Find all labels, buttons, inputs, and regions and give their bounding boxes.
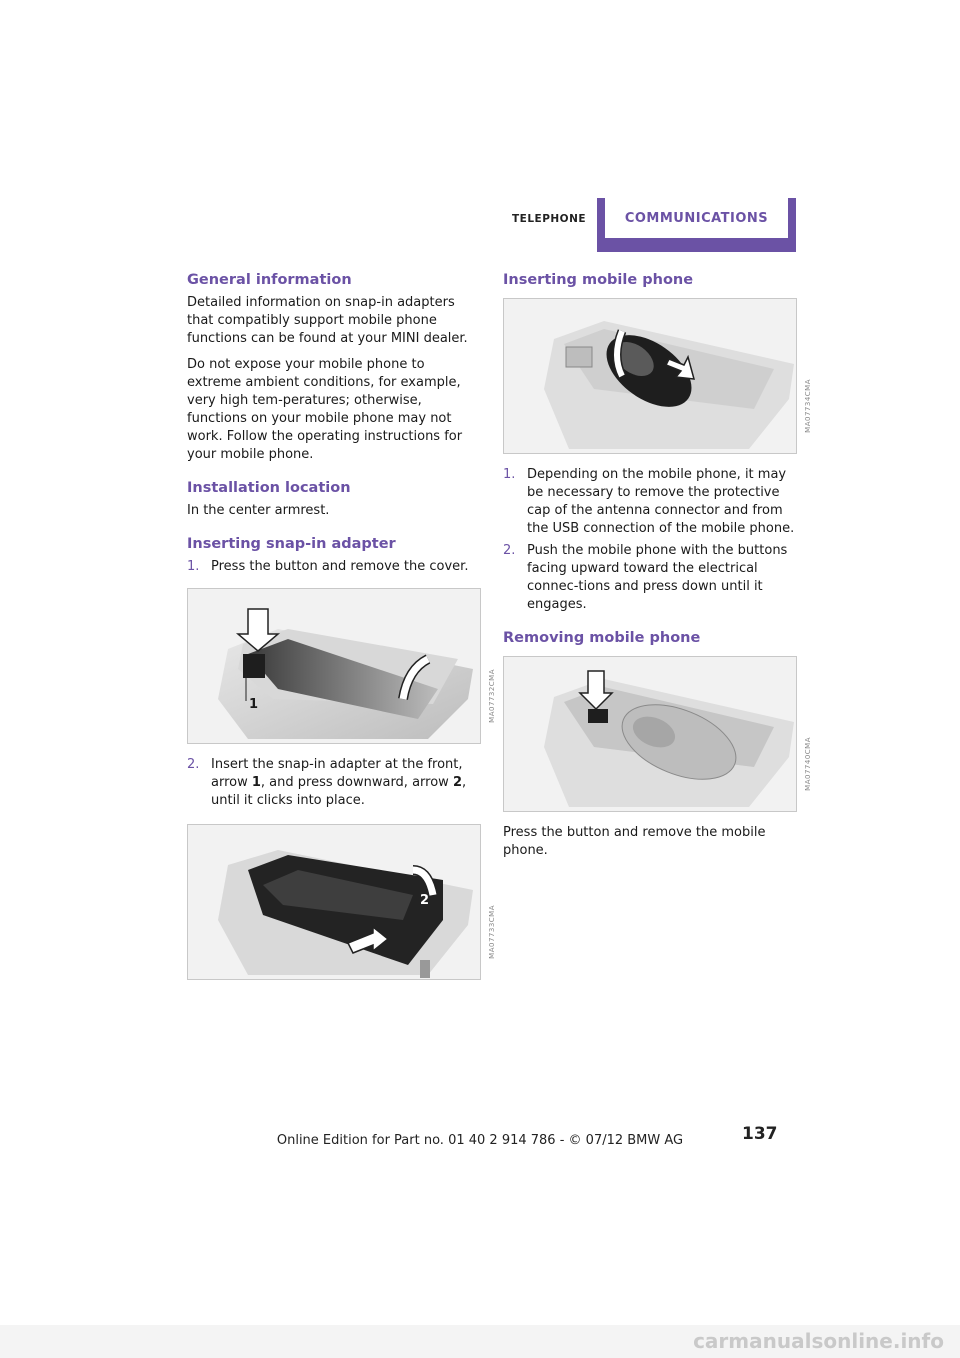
callout-label-1: 1 bbox=[249, 697, 259, 712]
installation-paragraph: In the center armrest. bbox=[187, 503, 330, 518]
footer-edition-note: Online Edition for Part no. 01 40 2 914 786 - © 07/12 BMW AG bbox=[276, 1133, 684, 1148]
step-text-part: , until it clicks into place. bbox=[211, 775, 467, 808]
mobile-phone-insert-illustration bbox=[504, 299, 796, 453]
chapter-tab bbox=[597, 198, 796, 252]
step-number: 2. bbox=[503, 543, 516, 558]
snap-in-steps-a bbox=[187, 558, 481, 576]
snap-in-steps-b bbox=[187, 756, 481, 810]
section-title: TELEPHONE bbox=[512, 213, 587, 225]
general-paragraph-1: Detailed information on snap-in adapters that compatibly support mobile phone functions can be found at your MINI dealer. bbox=[187, 295, 468, 346]
page-number: 137 bbox=[742, 1124, 778, 1144]
inserting-steps bbox=[503, 466, 797, 614]
general-paragraph-2: Do not expose your mobile phone to extreme ambient conditions, for example, very high tem-peratures; otherwise, functions on your mobile phone may not work. Follow the operating instructions for your mobile phone. bbox=[187, 357, 463, 462]
snap-in-step-2 bbox=[187, 756, 481, 810]
figure-insert-phone bbox=[503, 298, 812, 454]
armrest-cover-illustration bbox=[188, 589, 480, 743]
callout-label-2: 2 bbox=[420, 893, 430, 908]
figure-code: MA07740CMA bbox=[804, 737, 812, 791]
inserting-step-1 bbox=[503, 466, 797, 538]
step-number: 1. bbox=[503, 467, 516, 482]
snap-in-adapter-illustration bbox=[188, 825, 480, 979]
inserting-mobile-phone-heading: Inserting mobile phone bbox=[503, 272, 694, 288]
step-text: Press the button and remove the cover. bbox=[211, 559, 469, 574]
step-text: Depending on the mobile phone, it may be necessary to remove the protective cap of the antenna connector and from the USB connection of the mobile phone. bbox=[527, 467, 795, 536]
figure-remove-cover bbox=[187, 588, 496, 744]
inserting-snap-in-adapter-heading: Inserting snap-in adapter bbox=[187, 536, 396, 552]
right-column bbox=[503, 272, 812, 860]
chapter-tab-box bbox=[605, 198, 788, 238]
mobile-phone-remove-illustration bbox=[504, 657, 796, 811]
step-text-part: Insert the snap-in adapter at the front, arrow bbox=[211, 757, 463, 790]
inserting-step-2 bbox=[503, 542, 797, 614]
step-number: 1. bbox=[187, 559, 200, 574]
figure-code: MA07732CMA bbox=[488, 669, 496, 723]
figure-code: MA07733CMA bbox=[488, 905, 496, 959]
site-watermark: carmanualsonline.info bbox=[0, 1325, 960, 1358]
arrow-ref-1: 1 bbox=[251, 775, 261, 790]
arrow-ref-2: 2 bbox=[452, 775, 462, 790]
step-number: 2. bbox=[187, 757, 200, 772]
general-information-heading: General information bbox=[187, 272, 352, 288]
figure-insert-adapter bbox=[187, 824, 496, 980]
figure-remove-phone bbox=[503, 656, 812, 812]
figure-code: MA07734CMA bbox=[804, 379, 812, 433]
left-column bbox=[187, 272, 496, 992]
step-text: Push the mobile phone with the buttons facing upward toward the electrical connec-tions and press down until it engages. bbox=[527, 543, 788, 612]
removing-paragraph: Press the button and remove the mobile phone. bbox=[503, 825, 766, 858]
installation-location-heading: Installation location bbox=[187, 480, 351, 496]
chapter-title: COMMUNICATIONS bbox=[624, 210, 769, 226]
removing-mobile-phone-heading: Removing mobile phone bbox=[503, 630, 701, 646]
step-text-part: , and press downward, arrow bbox=[260, 775, 453, 790]
snap-in-step-1 bbox=[187, 558, 481, 576]
